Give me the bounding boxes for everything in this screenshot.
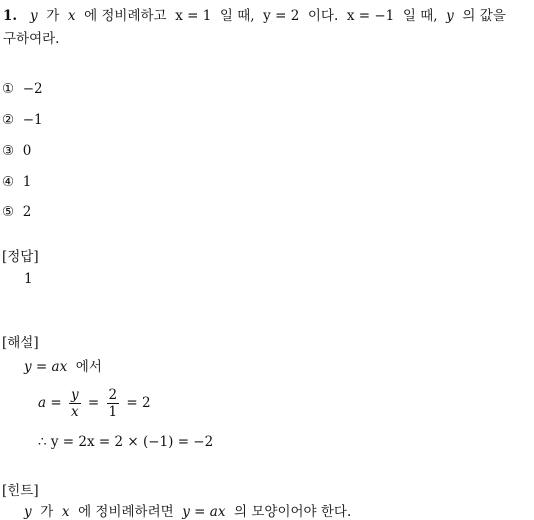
problem-line-2: 구하여라. — [3, 31, 60, 47]
var-y-2: y — [446, 8, 454, 24]
cond-2: y = 2 — [263, 8, 300, 24]
hint-var-x: x — [61, 504, 70, 520]
solution-eq-1 — [38, 388, 151, 419]
hint-seg1: 에 정비례하려면 — [78, 504, 174, 520]
choice-marker: ③ — [2, 143, 15, 159]
hint-line — [24, 500, 351, 520]
choice-5[interactable] — [2, 204, 31, 220]
solution-text-1: 에서 — [75, 359, 102, 375]
hint-label: [힌트] — [2, 483, 39, 499]
solution-line-1 — [24, 355, 102, 375]
text-seg5: 의 값을 — [462, 8, 506, 24]
choice-value: 0 — [22, 143, 32, 159]
choice-value: −2 — [22, 81, 43, 97]
choice-marker: ① — [2, 81, 15, 97]
choice-2[interactable] — [2, 112, 43, 128]
text-seg4: 일 때, — [402, 8, 438, 24]
cond-3: x = −1 — [346, 8, 395, 24]
frac-denominator: 1 — [108, 404, 118, 421]
cond-1: x = 1 — [175, 8, 212, 24]
text-seg1: 에 정비례하고 — [84, 8, 167, 24]
text-seg3: 이다. — [307, 8, 339, 24]
choice-3[interactable] — [2, 143, 31, 159]
problem-number: 1. — [3, 8, 18, 24]
hint-ga: 가 — [40, 504, 54, 520]
choice-marker: ⑤ — [2, 204, 15, 220]
answer-value: 1 — [24, 271, 33, 287]
solution-eq-2: ∴ y = 2x = 2 × (−1) = −2 — [38, 434, 214, 450]
fraction-y-over-x — [69, 388, 81, 419]
choice-value: 1 — [22, 174, 32, 190]
problem-line-1 — [3, 4, 506, 24]
choice-marker: ② — [2, 112, 15, 128]
choice-value: −1 — [22, 112, 43, 128]
eq1-rhs: = 2 — [126, 395, 151, 412]
fraction-2-over-1 — [107, 388, 120, 419]
choice-value: 2 — [22, 204, 32, 220]
text-ga: 가 — [46, 8, 60, 24]
solution-math-1: y = ax — [24, 359, 68, 375]
frac-numerator: y — [70, 387, 79, 403]
solution-label: [해설] — [2, 335, 39, 351]
hint-math: y = ax — [182, 504, 226, 520]
var-x: x — [67, 8, 76, 24]
answer-label: [정답] — [2, 249, 39, 265]
choice-marker: ④ — [2, 174, 15, 190]
var-y: y — [29, 8, 38, 24]
hint-var-y: y — [24, 504, 32, 520]
hint-seg2: 의 모양이어야 한다. — [234, 504, 352, 520]
eq1-equals: = — [87, 395, 100, 412]
eq1-lhs: a = — [38, 395, 62, 412]
frac-denominator: x — [70, 404, 79, 421]
frac-numerator: 2 — [108, 387, 118, 403]
choice-1[interactable] — [2, 81, 43, 97]
choice-4[interactable] — [2, 174, 31, 190]
text-seg2: 일 때, — [219, 8, 255, 24]
